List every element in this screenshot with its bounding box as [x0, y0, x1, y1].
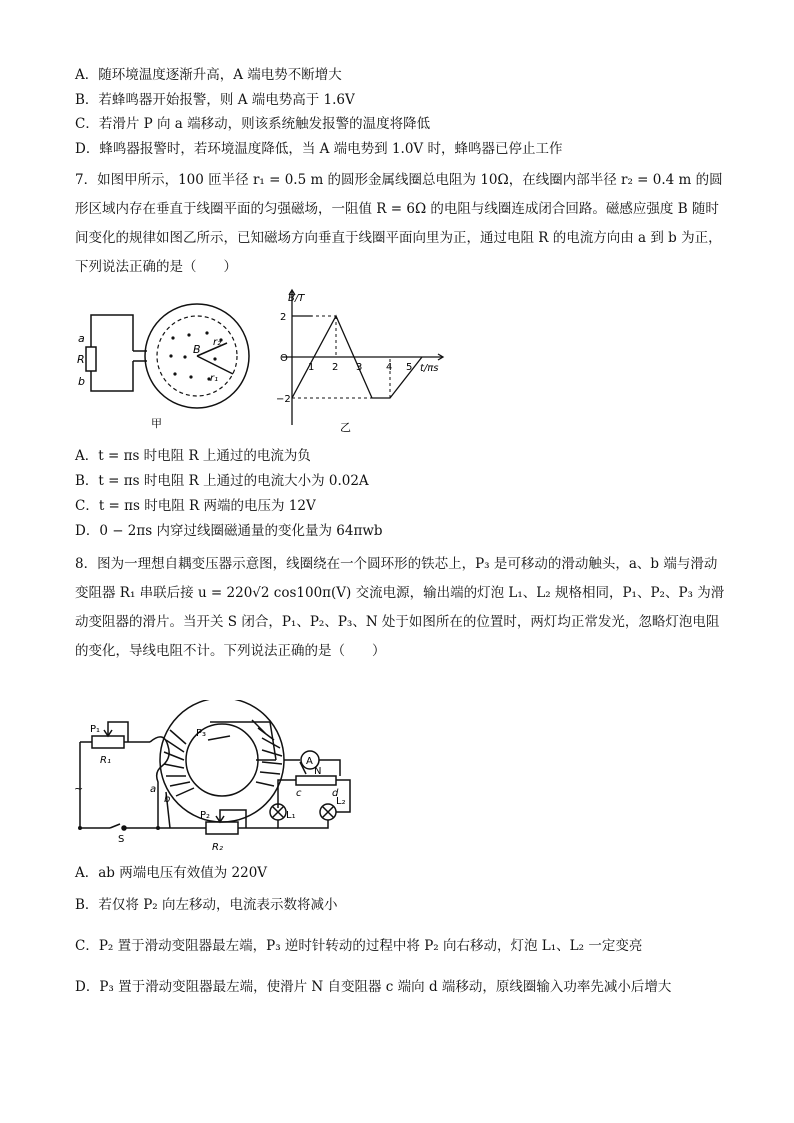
- q7-figure-jia: [75, 285, 265, 435]
- label-ammeter: A: [306, 756, 313, 767]
- q8-option-d: D．P₃ 置于滑动变阻器最左端，使滑片 N 自变阻器 c 端向 d 端移动，原线圈输入功率先减小后增大: [75, 979, 672, 995]
- label-r1: r₁: [210, 373, 219, 384]
- q7-stem: 7．如图甲所示，100 匝半径 r₁ = 0.5 m 的圆形金属线圈总电阻为 10Ω，在线圈内部半径 r₂ = 0.4 m 的圆形区域内存在垂直于线圈平面的匀强磁场，一阻值 R = 6Ω 的电阻与线圈连成闭合回路。磁感应强度 B 随时间变化的规律如图乙所示，已知磁场方向垂直于线圈平面向里为正，通过电阻 R 的电流方向由 a 到 b 为正，下列说法正确的是（ ）: [75, 172, 723, 275]
- caption-yi: 乙: [340, 421, 351, 434]
- label-P2: P₂: [200, 810, 211, 821]
- yi-xtick: 1: [308, 362, 315, 373]
- q7-figure-yi: [272, 285, 452, 435]
- label-d: d: [332, 788, 339, 799]
- label-a: a: [150, 784, 157, 795]
- yi-ytick-neg: −2: [276, 394, 291, 405]
- yi-ytick-pos: 2: [280, 312, 287, 323]
- label-b: b: [78, 375, 85, 388]
- label-L1: L₁: [286, 810, 296, 821]
- label-N: N: [314, 766, 322, 777]
- q6-option-a: A．随环境温度逐渐升高，A 端电势不断增大: [75, 67, 342, 83]
- q7-option-d: D．0 − 2πs 内穿过线圈磁通量的变化量为 64πwb: [75, 523, 383, 539]
- q7-option-c: C．t = πs 时电阻 R 两端的电压为 12V: [75, 498, 316, 514]
- label-L2: L₂: [336, 796, 346, 807]
- q7-option-b: B．t = πs 时电阻 R 上通过的电流大小为 0.02A: [75, 473, 369, 489]
- yi-xlabel: t/πs: [420, 363, 439, 374]
- ac-source-symbol: ~: [74, 782, 84, 795]
- q6-option-c: C．若滑片 P 向 a 端移动，则该系统触发报警的温度将降低: [75, 116, 431, 132]
- label-b: b: [164, 794, 171, 805]
- q8-stem: 8．图为一理想自耦变压器示意图，线圈绕在一个圆环形的铁芯上，P₃ 是可移动的滑动触头，a、b 端与滑动变阻器 R₁ 串联后接 u = 220√2 cos100π(V) 交流电源，输出端的灯泡 L₁、L₂ 规格相同，P₁、P₂、P₃ 为滑动变阻器的滑片。当开关 S 闭合，P₁、P₂、P₃、N 处于如图所在的位置时，两灯均正常发光，忽略灯泡电阻的变化，导线电阻不计。下列说法正确的是（ ）: [75, 556, 725, 659]
- label-r2: r₂: [213, 337, 222, 348]
- label-P1: P₁: [90, 724, 101, 735]
- yi-ylabel: B/T: [288, 293, 305, 304]
- q8-option-c: C．P₂ 置于滑动变阻器最左端，P₃ 逆时针转动的过程中将 P₂ 向右移动，灯泡 L₁、L₂ 一定变亮: [75, 938, 643, 954]
- q8-option-b: B．若仅将 P₂ 向左移动，电流表示数将减小: [75, 897, 338, 913]
- label-R: R: [77, 353, 85, 366]
- yi-xtick: 4: [386, 362, 393, 373]
- label-R1: R₁: [100, 755, 111, 766]
- yi-xtick: 5: [406, 362, 413, 373]
- q8-figure-transformer: [70, 700, 360, 860]
- label-P3: P₃: [196, 728, 207, 739]
- yi-xtick: 3: [356, 362, 363, 373]
- label-B: B: [193, 343, 201, 356]
- label-c: c: [296, 788, 302, 799]
- q7-option-a: A．t = πs 时电阻 R 上通过的电流为负: [75, 448, 311, 464]
- caption-jia: 甲: [151, 417, 162, 430]
- label-R2: R₂: [212, 842, 223, 853]
- q8-option-a: A．ab 两端电压有效值为 220V: [75, 865, 268, 881]
- label-S: S: [118, 834, 125, 845]
- yi-origin: O: [280, 353, 288, 364]
- q6-option-b: B．若蜂鸣器开始报警，则 A 端电势高于 1.6V: [75, 92, 355, 108]
- label-a: a: [78, 332, 85, 345]
- q6-option-d: D．蜂鸣器报警时，若环境温度降低，当 A 端电势到 1.0V 时，蜂鸣器已停止工作: [75, 141, 563, 157]
- yi-xtick: 2: [332, 362, 339, 373]
